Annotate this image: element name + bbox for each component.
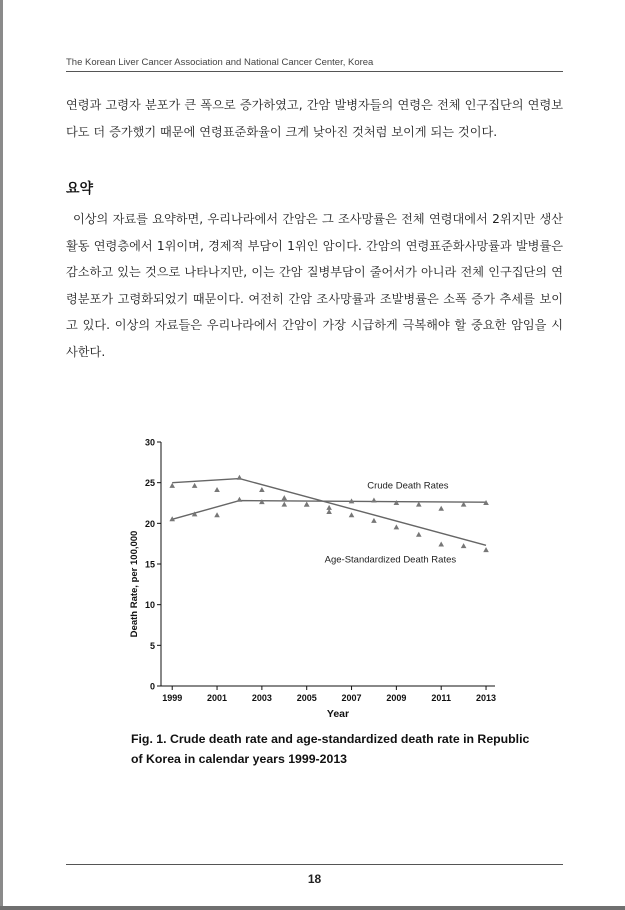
data-point-series-2 [281,495,287,500]
x-tick-label: 2009 [386,693,407,703]
data-point-series-2 [214,487,220,492]
section-heading-summary: 요약 [66,181,94,197]
intro-paragraph: 연령과 고령자 분포가 큰 폭으로 증가하였고, 간암 발병자들의 연령은 전체 인구집단의 연령보다도 더 증가했기 때문에 연령표준화율이 크게 낮아진 것처럼 보이게 되는 것이다. [66,98,563,139]
data-point-series-1 [237,497,243,502]
chart-annotations [325,480,457,565]
page-number: 18 [307,872,322,886]
data-point-series-2 [483,547,489,552]
summary-paragraph: 이상의 자료를 요약하면, 우리나라에서 간암은 그 조사망률은 전체 연령대에서 2위지만 생산활동 연령층에서 1위이며, 경제적 부담이 1위인 암이다. 간암의 연령표준화사망률과 발병률은 감소하고 있는 것으로 나타나지만, 이는 간암 질병부담이 줄어서가 아니라 전체 인구집단의 연령분포가 고령화되었기 때문이다. 여전히 간암 조사망률과 조발병률은 소폭 증가 추세를 보이고 있다. 이상의 자료들은 우리나라에서 간암이 가장 시급하게 극복해야 할 중요한 암임을 시사한다. [66,212,563,359]
y-tick-label: 20 [144,518,155,529]
footer-rule [66,864,563,865]
y-tick-label: 25 [144,478,155,489]
data-point-series-2 [371,518,377,523]
figure-caption: Fig. 1. Crude death rate and age-standardized death rate in Republic of Korea in calendar years 1999-2013 [131,732,530,766]
x-tick-label: 2005 [296,693,317,703]
x-axis-title: Year [326,708,350,720]
series-annotation-label: Crude Death Rates [367,480,449,492]
series-annotation-label: Age-Standardized Death Rates [324,554,457,566]
x-tick-label: 2013 [476,693,497,703]
x-tick-label: 2007 [341,693,362,703]
y-tick-label: 0 [149,681,155,692]
data-point-series-2 [461,543,467,548]
data-point-series-2 [304,502,310,507]
y-tick-label: 15 [144,559,155,570]
y-axis-title: Death Rate, per 100,000 [129,530,140,638]
data-point-series-1 [281,502,287,507]
data-point-series-2 [192,483,198,488]
running-header: The Korean Liver Cancer Association and National Cancer Center, Korea [66,57,374,68]
data-point-series-1 [438,506,444,511]
data-point-series-2 [416,532,422,537]
data-point-series-2 [259,487,265,492]
y-tick-label: 30 [144,437,155,448]
data-point-series-2 [438,541,444,546]
header-rule [66,71,563,72]
data-point-series-1 [394,500,400,505]
x-tick-label: 2003 [251,693,272,703]
viewer-bottom-edge [0,906,625,910]
death-rate-chart [125,430,505,730]
y-tick-label: 5 [149,640,155,651]
data-point-series-2 [349,512,355,517]
data-point-series-1 [214,512,220,517]
viewer-left-edge [0,0,3,910]
x-tick-label: 2011 [431,693,451,703]
x-tick-label: 1999 [162,693,183,703]
data-point-series-2 [394,524,400,529]
x-tick-label: 2001 [207,693,228,703]
y-tick-label: 10 [144,600,155,611]
data-point-series-1 [259,499,265,504]
data-point-series-1 [371,498,377,503]
data-point-series-2 [237,475,243,480]
data-point-series-2 [169,483,175,488]
